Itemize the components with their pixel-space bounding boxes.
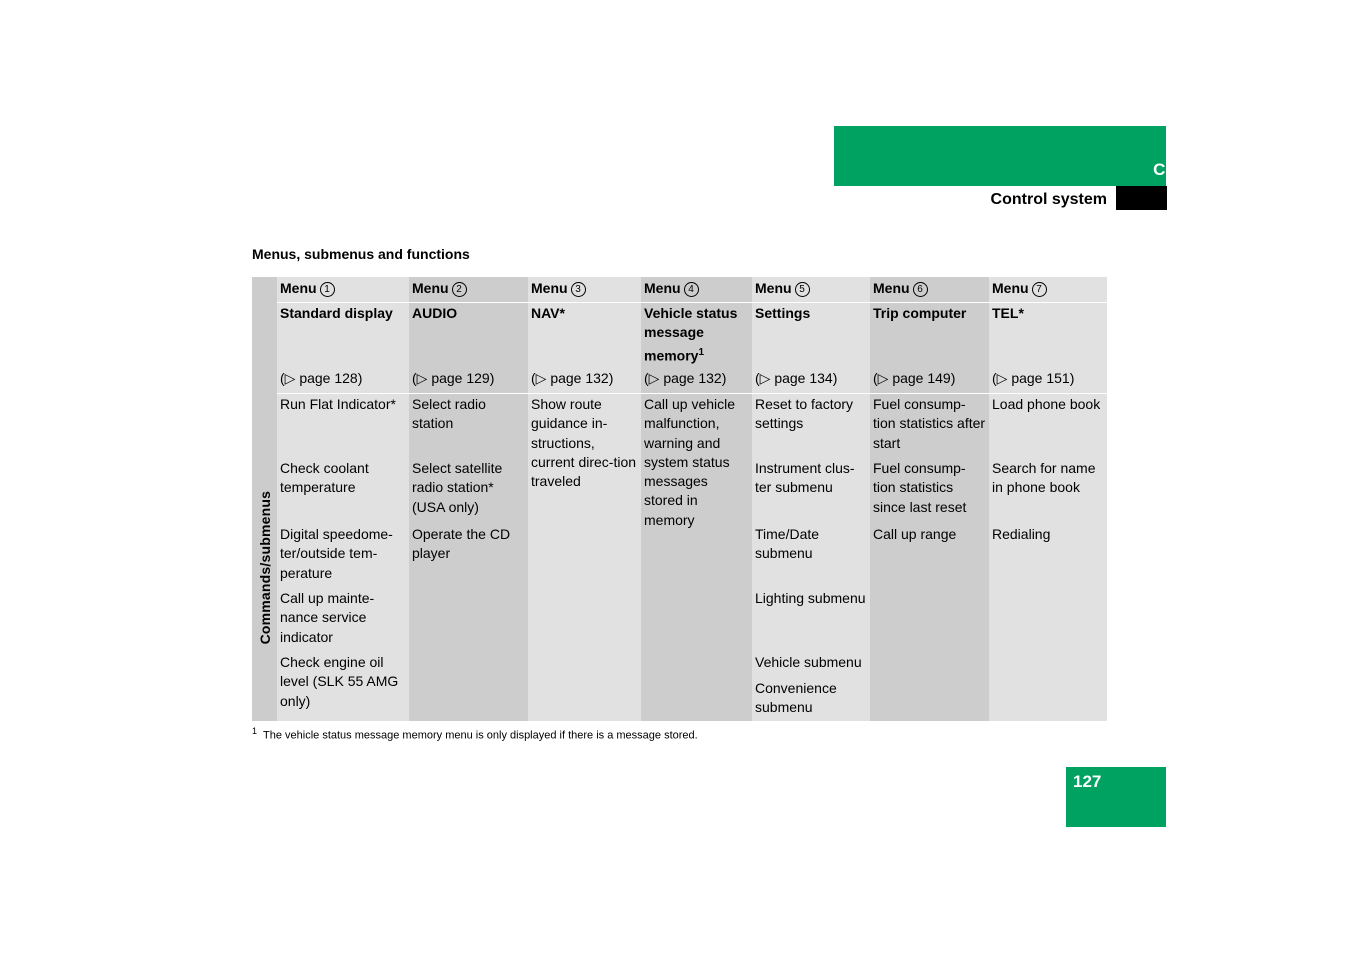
column-menu-7 bbox=[989, 277, 1107, 721]
menu-name: AUDIO bbox=[412, 305, 458, 321]
menu-label: Menu bbox=[992, 280, 1029, 296]
page-reference: (▷ page 132) bbox=[531, 370, 614, 386]
list-item: Check engine oil level (SLK 55 AMG only) bbox=[280, 654, 399, 709]
side-label: Commands/submenus bbox=[256, 490, 273, 645]
menu-number-badge: 1 bbox=[320, 282, 335, 297]
row-divider bbox=[641, 302, 752, 303]
menu-number-badge: 7 bbox=[1032, 282, 1047, 297]
list-item: Run Flat Indicator* bbox=[280, 396, 396, 412]
list-item: Load phone book bbox=[992, 396, 1101, 412]
column-menu-5 bbox=[752, 277, 870, 721]
page-reference: (▷ page 134) bbox=[755, 370, 838, 386]
list-item: Fuel consump-tion statistics after start bbox=[873, 396, 986, 451]
menu-name: NAV* bbox=[531, 305, 565, 321]
menu-label: Menu bbox=[280, 280, 317, 296]
menu-name: Trip computer bbox=[873, 305, 967, 321]
list-item: Instrument clus-ter submenu bbox=[755, 460, 855, 496]
page-number: 127 bbox=[1073, 772, 1102, 791]
menu-label: Menu bbox=[755, 280, 792, 296]
menu-label: Menu bbox=[412, 280, 449, 296]
menu-header bbox=[280, 279, 407, 298]
list-item: Reset to factory settings bbox=[755, 396, 854, 432]
menus-table bbox=[252, 277, 1107, 721]
menu-name: Settings bbox=[755, 305, 811, 321]
footnote-number: 1 bbox=[252, 726, 258, 736]
page-reference: (▷ page 149) bbox=[873, 370, 956, 386]
column-menu-6 bbox=[870, 277, 989, 721]
footnote-text: The vehicle status message memory menu is only displayed if there is a message stored. bbox=[263, 729, 698, 742]
footnote bbox=[252, 726, 698, 742]
list-item: Fuel consump-tion statistics since last reset bbox=[873, 460, 967, 515]
footnote-marker: 1 bbox=[698, 346, 705, 358]
chapter-title: Controls in detail bbox=[1153, 160, 1292, 179]
list-item: Digital speedome-ter/outside tem-perature bbox=[280, 526, 393, 581]
column-menu-2 bbox=[409, 277, 528, 721]
menu-number-badge: 2 bbox=[452, 282, 467, 297]
page-reference: (▷ page 128) bbox=[280, 370, 363, 386]
menu-header bbox=[992, 279, 1105, 298]
menu-label: Menu bbox=[873, 280, 910, 296]
menu-name: Standard display bbox=[280, 305, 393, 321]
row-divider bbox=[528, 302, 641, 303]
row-divider bbox=[870, 302, 989, 303]
list-item: Call up mainte-nance service indicator bbox=[280, 590, 375, 645]
list-item: Call up vehicle malfunction, warning and system status messages stored in memory bbox=[644, 396, 736, 528]
menu-header bbox=[873, 279, 987, 298]
menu-number-badge: 3 bbox=[571, 282, 586, 297]
page-reference: (▷ page 129) bbox=[412, 370, 495, 386]
menu-header bbox=[755, 279, 868, 298]
menu-label: Menu bbox=[644, 280, 681, 296]
column-menu-4 bbox=[641, 277, 752, 721]
table-heading: Menus, submenus and functions bbox=[252, 246, 470, 262]
list-item: Redialing bbox=[992, 526, 1051, 542]
row-divider bbox=[989, 302, 1107, 303]
list-item: Select radio station bbox=[412, 396, 486, 432]
row-divider bbox=[641, 393, 752, 394]
row-divider bbox=[528, 393, 641, 394]
row-divider bbox=[752, 393, 870, 394]
row-divider bbox=[409, 302, 528, 303]
list-item: Select satellite radio station* (USA only) bbox=[412, 460, 503, 515]
menu-name-text: Vehicle status message memory bbox=[644, 305, 738, 364]
row-divider bbox=[752, 302, 870, 303]
menu-number-badge: 5 bbox=[795, 282, 810, 297]
side-header-blank bbox=[252, 277, 277, 393]
side-label-cell bbox=[252, 393, 277, 721]
page-reference: (▷ page 132) bbox=[644, 370, 727, 386]
list-item: Check coolant temperature bbox=[280, 460, 369, 496]
menu-label: Menu bbox=[531, 280, 568, 296]
list-item: Call up range bbox=[873, 526, 957, 542]
list-item: Time/Date submenu bbox=[755, 526, 820, 562]
list-item: Operate the CD player bbox=[412, 526, 511, 562]
menu-header bbox=[412, 279, 526, 298]
row-divider bbox=[989, 393, 1107, 394]
row-divider bbox=[870, 393, 989, 394]
list-item: Lighting submenu bbox=[755, 590, 866, 606]
menu-header bbox=[531, 279, 639, 298]
menu-number-badge: 4 bbox=[684, 282, 699, 297]
menu-header bbox=[644, 279, 750, 298]
list-item: Search for name in phone book bbox=[992, 460, 1096, 496]
column-menu-3 bbox=[528, 277, 641, 721]
row-divider bbox=[277, 393, 409, 394]
menu-number-badge: 6 bbox=[913, 282, 928, 297]
row-divider bbox=[277, 302, 409, 303]
menu-name: TEL* bbox=[992, 305, 1024, 321]
section-subtitle: Control system bbox=[990, 191, 1107, 208]
list-item: Convenience submenu bbox=[755, 680, 837, 716]
header-black-tab bbox=[1116, 186, 1167, 210]
list-item: Vehicle submenu bbox=[755, 654, 862, 670]
list-item: Show route guidance in-structions, current direc-tion traveled bbox=[531, 396, 637, 490]
column-menu-1 bbox=[277, 277, 409, 721]
page-reference: (▷ page 151) bbox=[992, 370, 1075, 386]
menu-name bbox=[644, 304, 750, 366]
row-divider bbox=[409, 393, 528, 394]
